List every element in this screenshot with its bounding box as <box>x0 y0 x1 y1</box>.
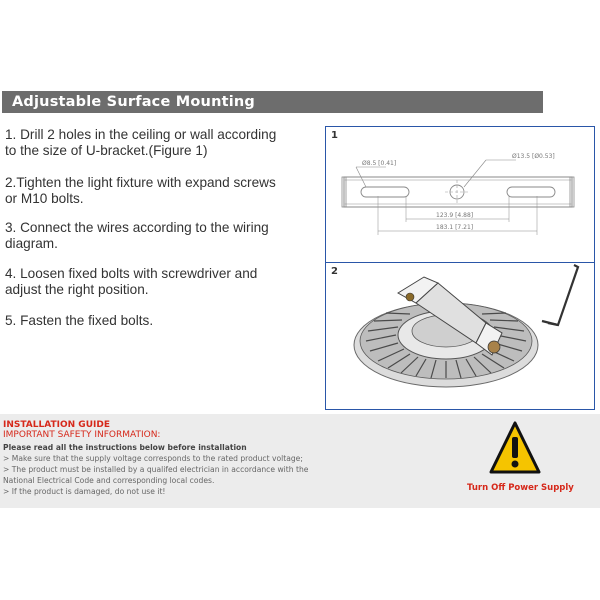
section-title: Adjustable Surface Mounting <box>12 94 256 110</box>
guide-line-3: National Electrical Code and corresponding local codes. <box>3 476 215 485</box>
dim-outer: 183.1 [7.21] <box>436 224 474 231</box>
guide-subtitle: IMPORTANT SAFETY INFORMATION: <box>3 430 161 440</box>
guide-line-1: > Make sure that the supply voltage corresponds to the rated product voltage; <box>3 454 303 463</box>
u-bracket-drawing <box>326 127 594 261</box>
figure-1-label: 1 <box>331 130 338 141</box>
figure-2-panel <box>325 262 595 410</box>
section-header <box>2 91 543 113</box>
step-3-line-2: diagram. <box>5 236 58 251</box>
step-1-line-1: 1. Drill 2 holes in the ceiling or wall according <box>5 127 277 142</box>
step-2-line-2: or M10 bolts. <box>5 191 84 206</box>
step-4-line-1: 4. Loosen fixed bolts with screwdriver and <box>5 266 258 281</box>
dim-inner: 123.9 [4.88] <box>436 212 474 219</box>
dim-left-hole: Ø8.5 [0.41] <box>362 160 397 167</box>
warning-icon <box>488 420 542 478</box>
step-5-line-1: 5. Fasten the fixed bolts. <box>5 313 154 328</box>
step-1-line-2: to the size of U-bracket.(Figure 1) <box>5 143 208 158</box>
turn-off-power-warning: Turn Off Power Supply <box>467 483 574 493</box>
guide-instruction-heading: Please read all the instructions below before installation <box>3 443 247 452</box>
step-4-line-2: adjust the right position. <box>5 282 149 297</box>
figure-2-label: 2 <box>331 266 338 277</box>
figure-1-panel <box>325 126 595 263</box>
guide-title: INSTALLATION GUIDE <box>3 420 110 430</box>
step-2-line-1: 2.Tighten the light fixture with expand screws <box>5 175 276 190</box>
step-3-line-1: 3. Connect the wires according to the wiring <box>5 220 269 235</box>
guide-line-2: > The product must be installed by a qualifed electrician in accordance with the <box>3 465 309 474</box>
fixture-mounting-drawing <box>326 263 594 409</box>
dim-right-hole: Ø13.5 [Ø0.53] <box>512 153 555 160</box>
guide-line-4: > If the product is damaged, do not use it! <box>3 487 166 496</box>
